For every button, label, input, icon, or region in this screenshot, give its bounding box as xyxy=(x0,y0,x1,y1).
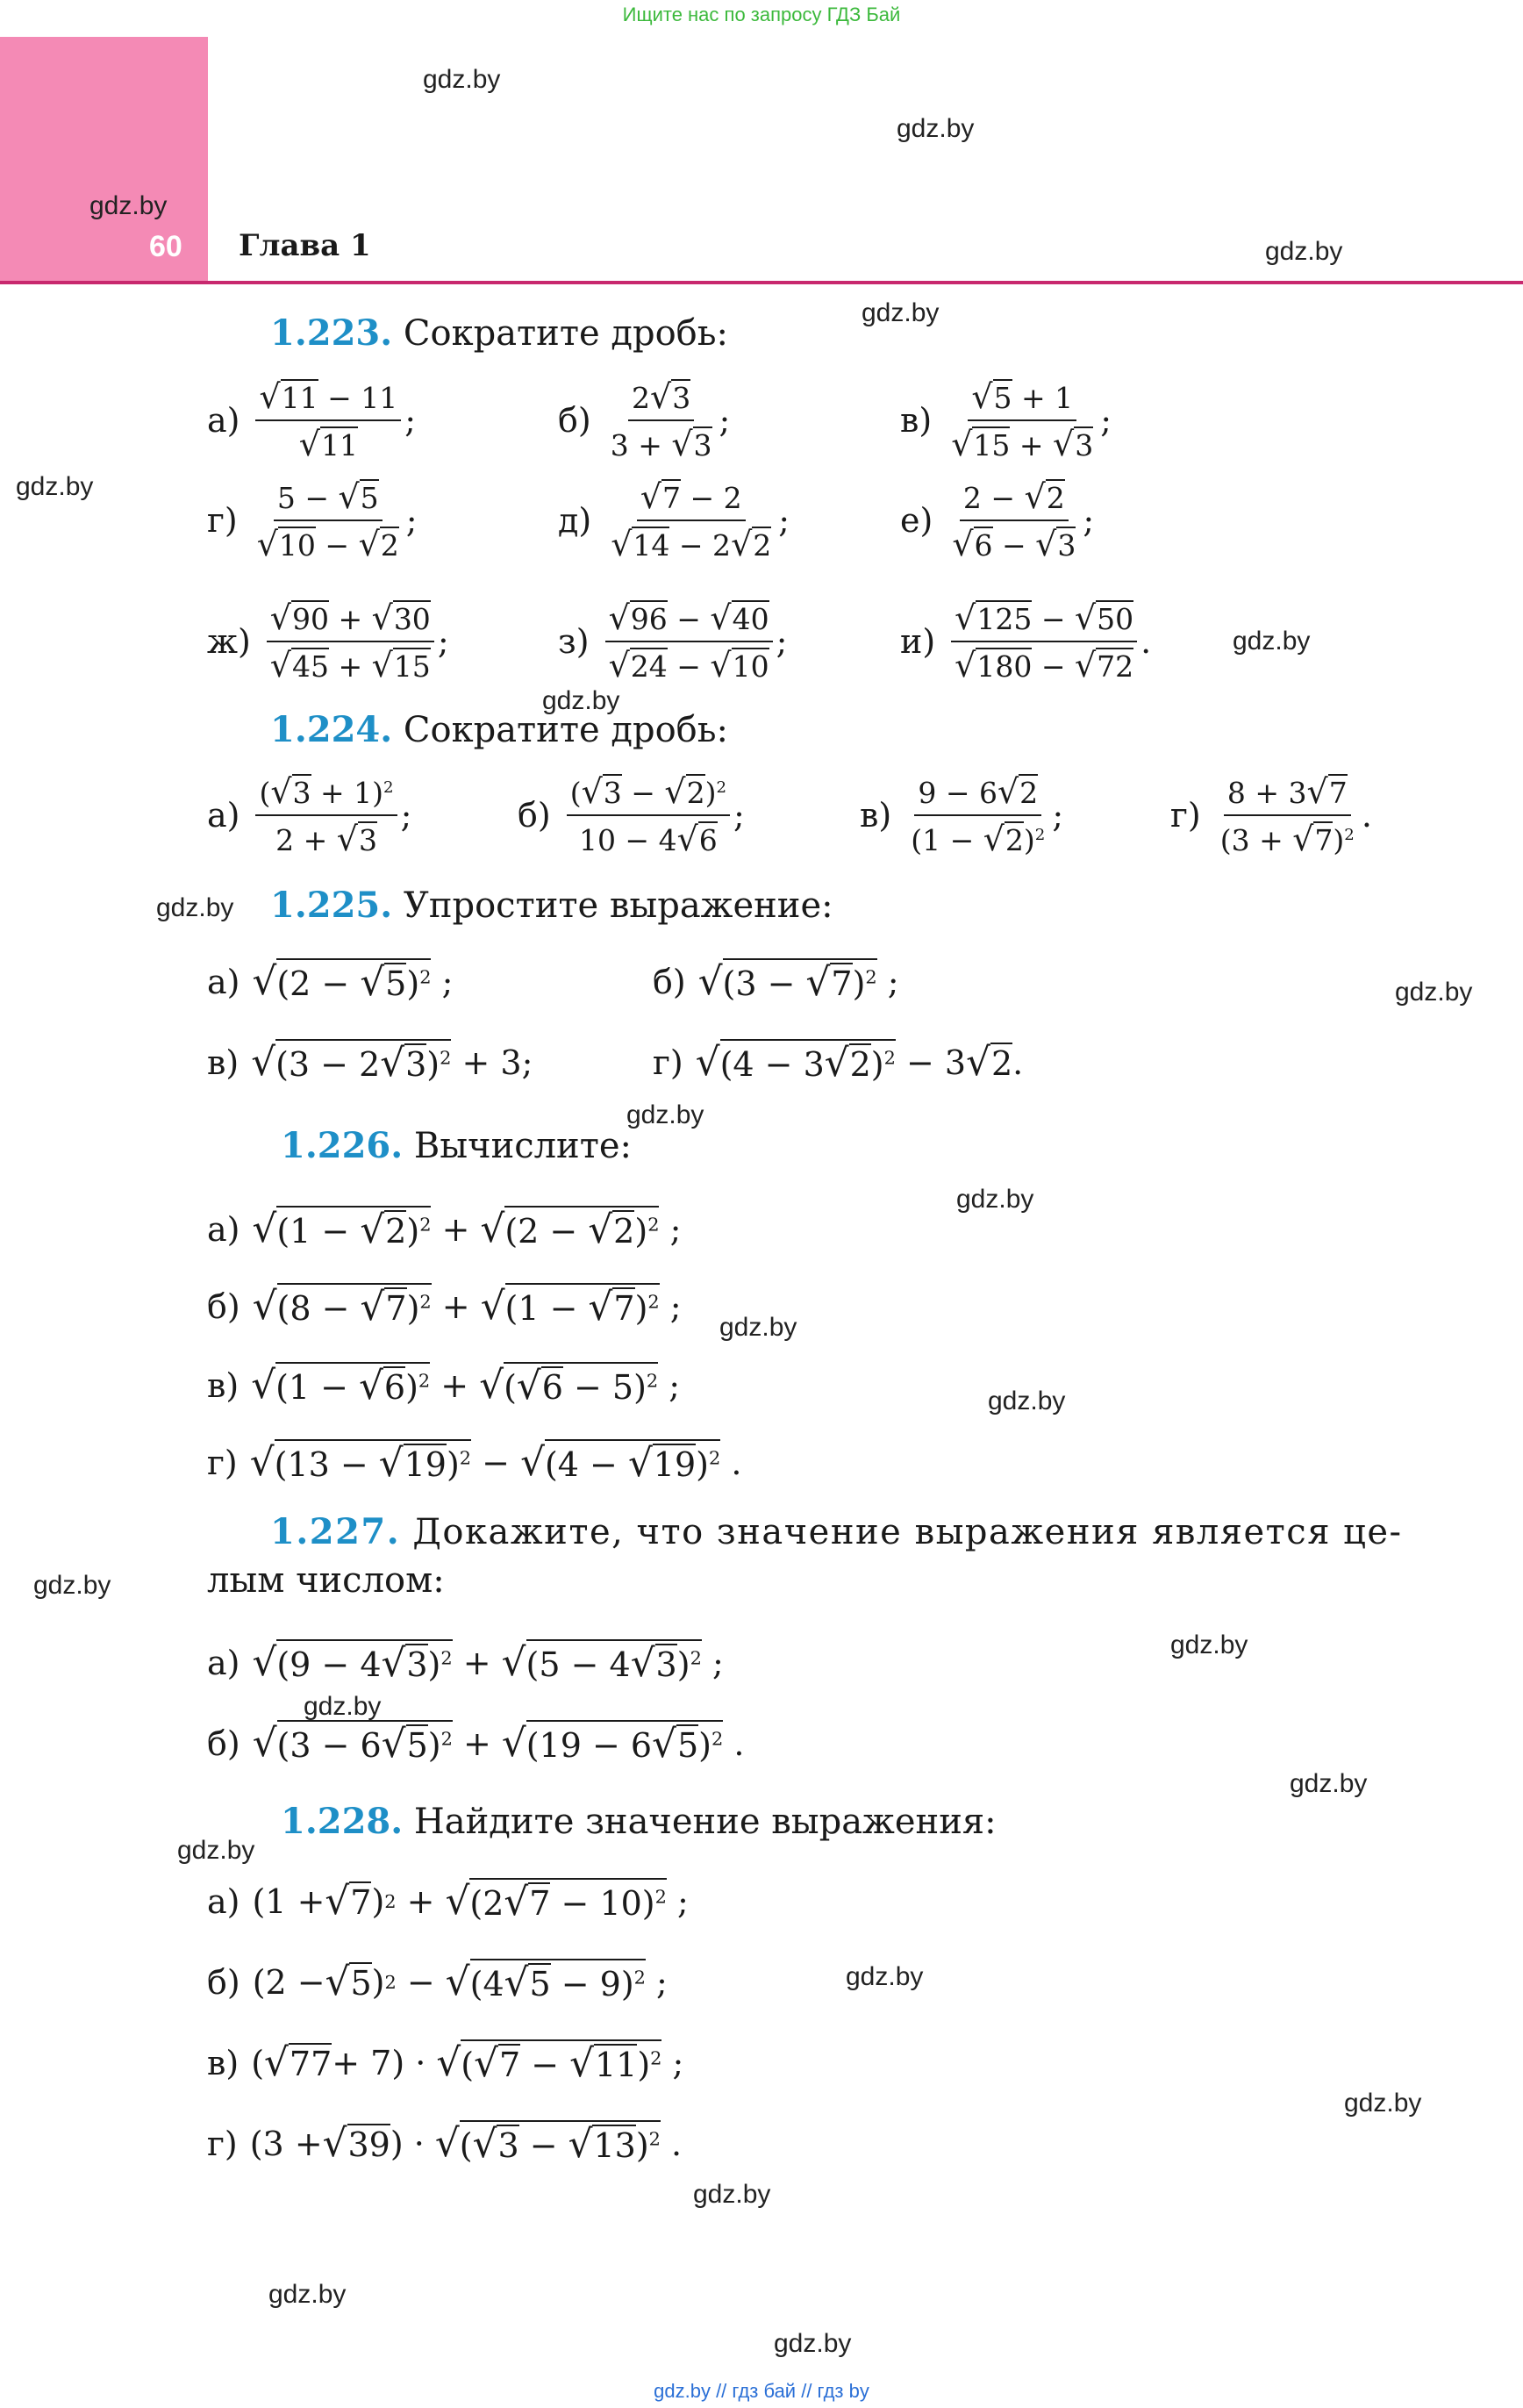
watermark: gdz.by xyxy=(156,893,234,922)
header-rule xyxy=(0,281,1523,284)
problem-1-227-title-cont: лым числом: xyxy=(207,1560,445,1601)
watermark: gdz.by xyxy=(89,191,168,220)
problem-1-226-title: 1.226. Вычислите: xyxy=(281,1125,632,1166)
watermark: gdz.by xyxy=(423,65,501,94)
problem-1-226-a: а) √ $(1 - √2)^2$ + √ $(2 - √2)^2$ ; xyxy=(207,1207,682,1252)
problem-1-224-a: а) $\frac{(√3 + 1)^2}{2 + √3}$ ; xyxy=(207,772,412,858)
problem-1-223-e: е) $\frac{2 - √2}{√6 - √3}$ ; xyxy=(900,477,1095,563)
watermark: gdz.by xyxy=(304,1692,382,1721)
watermark: gdz.by xyxy=(33,1571,111,1600)
watermark: gdz.by xyxy=(846,1962,924,1991)
watermark: gdz.by xyxy=(862,298,940,327)
problem-1-225-title: 1.225. Упростите выражение: xyxy=(270,885,833,926)
watermark: gdz.by xyxy=(626,1100,704,1129)
problem-1-225-v: в) √ $(3 - 2√3)^2$ + 3; xyxy=(207,1040,533,1086)
top-banner: Ищите нас по запросу ГДЗ Бай xyxy=(622,4,901,25)
watermark: gdz.by xyxy=(956,1185,1034,1214)
problem-1-228-b: б) (2 − √ 5 ) 2 − √ $(4√5 - 9)^2$ ; xyxy=(207,1960,668,2005)
watermark: gdz.by xyxy=(774,2329,852,2358)
problem-1-223-i: и) $\frac{√125 - √50}{√180 - √72}$ . xyxy=(900,598,1152,684)
watermark: gdz.by xyxy=(1170,1630,1248,1659)
watermark: gdz.by xyxy=(988,1387,1066,1415)
problem-1-223-z: з) $\frac{√96 - √40}{√24 - √10}$ ; xyxy=(558,598,788,684)
problem-1-225-a: а) √ $(2 - √5)^2$ ; xyxy=(207,959,454,1005)
problem-1-224-b: б) $\frac{(√3 - √2)^2}{10 - 4√6}$ ; xyxy=(518,772,745,858)
problem-1-224-title: 1.224. Сократите дробь: xyxy=(270,709,729,750)
problem-1-223-zh: ж) $\frac{√90 + √30}{√45 + √15}$ ; xyxy=(207,598,449,684)
watermark: gdz.by xyxy=(1344,2089,1422,2118)
problem-1-228-title: 1.228. Найдите значение выражения: xyxy=(281,1801,997,1842)
watermark: gdz.by xyxy=(177,1836,255,1865)
problem-1-226-g: г) √ $(13 - √19)^2$ − √ $(4 - √19)^2$ . xyxy=(207,1440,742,1486)
problem-1-223-a: а) $\frac{√11 - 11}{√11}$ ; xyxy=(207,377,417,463)
problem-1-228-g: г) (3 + √ 39 ) · √ $(√3 - √13)^2$ . xyxy=(207,2121,683,2167)
problem-1-223-title: 1.223. Сократите дробь: xyxy=(270,312,729,354)
problem-1-225-b: б) √ $(3 - √7)^2$ ; xyxy=(653,959,899,1005)
problem-1-227-title: 1.227. Докажите, что значение выражения является це- xyxy=(270,1511,1403,1552)
problem-1-228-a: а) (1 + √ 7 ) 2 + √ $(2√7 - 10)^2$ ; xyxy=(207,1879,689,1924)
watermark: gdz.by xyxy=(268,2280,347,2309)
problem-1-223-v: в) $\frac{√5 + 1}{√15 + √3}$ ; xyxy=(900,377,1112,463)
watermark: gdz.by xyxy=(542,686,620,715)
watermark: gdz.by xyxy=(719,1313,797,1342)
watermark: gdz.by xyxy=(1233,627,1311,656)
problem-1-224-v: в) $\frac{9 - 6√2}{(1 - √2)^2}$ ; xyxy=(860,772,1064,858)
watermark: gdz.by xyxy=(1265,237,1343,266)
problem-1-224-g: г) $\frac{8 + 3√7}{(3 + √7)^2}$ . xyxy=(1170,772,1372,858)
watermark: gdz.by xyxy=(1395,978,1473,1007)
watermark: gdz.by xyxy=(897,114,975,143)
chapter-title: Глава 1 xyxy=(239,228,371,263)
watermark: gdz.by xyxy=(16,472,94,501)
problem-1-228-v: в) ( √ 77 + 7) · √ $(√7 - √11)^2$ ; xyxy=(207,2040,684,2086)
footer-links[interactable]: gdz.by // гдз бай // гдз by xyxy=(654,2380,869,2402)
problem-1-223-b: б) $\frac{2√3}{3 + √3}$ ; xyxy=(558,377,731,463)
problem-1-223-d: д) $\frac{√7 - 2}{√14 - 2√2}$ ; xyxy=(558,477,790,563)
problem-1-227-b: б) √ $(3 - 6√5)^2$ + √ $(19 - 6√5)^2$ . xyxy=(207,1721,745,1767)
page-number: 60 xyxy=(149,230,182,263)
problem-1-226-b: б) √ $(8 - √7)^2$ + √ $(1 - √7)^2$ ; xyxy=(207,1284,682,1329)
problem-1-225-g: г) √ $(4 - 3√2)^2$ − 3 √ 2 . xyxy=(653,1040,1024,1086)
problem-1-223-g: г) $\frac{5 - √5}{√10 - √2}$ ; xyxy=(207,477,418,563)
watermark: gdz.by xyxy=(693,2180,771,2209)
watermark: gdz.by xyxy=(1290,1769,1368,1798)
problem-1-226-v: в) √ $(1 - √6)^2$ + √ $(√6 - 5)^2$ ; xyxy=(207,1363,681,1408)
problem-1-227-a: а) √ $(9 - 4√3)^2$ + √ $(5 - 4√3)^2$ ; xyxy=(207,1640,724,1686)
